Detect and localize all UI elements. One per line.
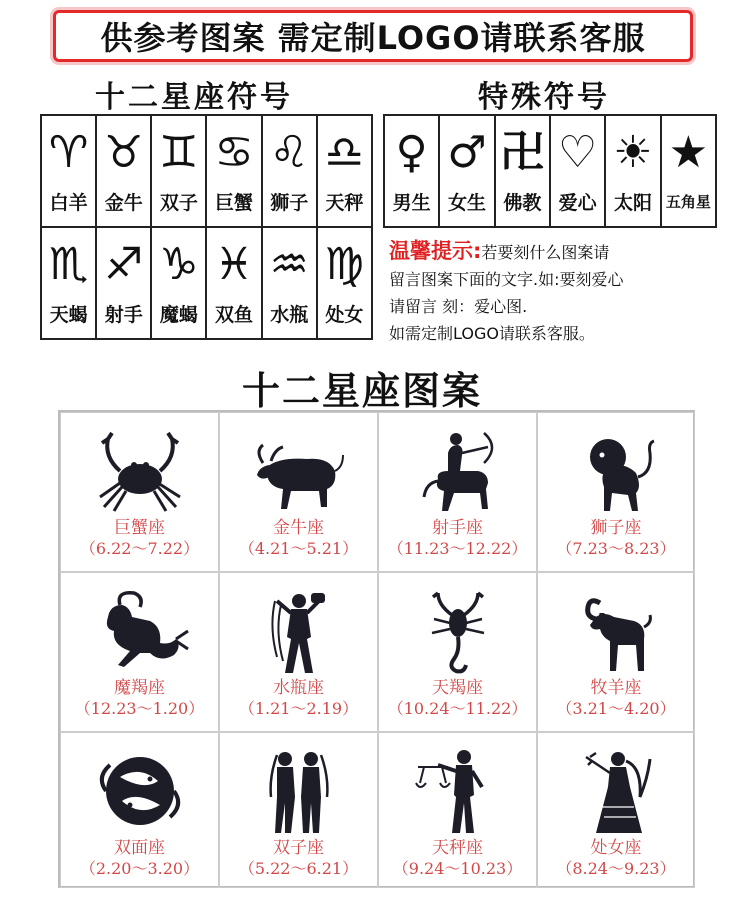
symbol-label: 太阳 — [613, 192, 652, 214]
pattern-dates: （11.23～12.22） — [387, 539, 528, 558]
pattern-cell-gemini[interactable] — [219, 732, 378, 888]
symbol-cell-gemini[interactable] — [151, 115, 206, 227]
custom-logo-banner — [53, 10, 693, 62]
symbol-cell-female[interactable] — [439, 115, 494, 227]
pisces-icon: ♓ — [214, 239, 254, 290]
pattern-dates: （2.20～3.20） — [79, 859, 200, 878]
symbol-label: 水瓶 — [270, 304, 309, 326]
crab-icon — [90, 427, 190, 515]
pattern-name: 牧羊座 — [590, 678, 642, 698]
symbol-cell-sagittarius[interactable] — [96, 227, 151, 339]
symbol-cell-buddhism[interactable] — [495, 115, 550, 227]
symbol-label: 白羊 — [49, 192, 88, 214]
symbol-cell-pisces[interactable] — [206, 227, 261, 339]
heart-icon: ♡ — [557, 127, 598, 178]
symbol-cell-sun[interactable] — [605, 115, 660, 227]
mars-icon: ♂ — [447, 127, 487, 178]
pattern-cell-capricorn[interactable] — [60, 572, 219, 732]
pattern-cell-leo[interactable] — [537, 412, 695, 572]
symbol-cell-capricorn[interactable] — [151, 227, 206, 339]
star-icon: ★ — [668, 127, 709, 178]
pattern-name: 天秤座 — [432, 838, 483, 858]
tip-line: 如需定制LOGO请联系客服。 — [389, 324, 595, 343]
symbol-cell-male[interactable] — [384, 115, 439, 227]
symbol-label: 魔蝎 — [159, 304, 198, 326]
special-symbols-heading: 特殊符号 — [478, 80, 610, 115]
symbol-label: 五角星 — [665, 193, 711, 211]
pattern-cell-scorpio[interactable] — [378, 572, 537, 732]
fish-pair-icon — [90, 747, 190, 835]
gemini-icon: ♊ — [159, 127, 199, 178]
symbol-cell-aquarius[interactable] — [262, 227, 317, 339]
pattern-dates: （3.21～4.20） — [556, 699, 676, 718]
pattern-dates: （10.24～11.22） — [387, 699, 528, 718]
banner-text: 供参考图案 需定制LOGO请联系客服 — [100, 19, 646, 57]
symbol-cell-taurus[interactable] — [96, 115, 151, 227]
pattern-cell-cancer[interactable] — [60, 412, 219, 572]
pattern-cell-taurus[interactable] — [219, 412, 378, 572]
sun-icon: ☀ — [613, 127, 653, 178]
special-symbol-grid — [383, 114, 717, 228]
symbol-label: 女生 — [447, 192, 486, 214]
twins-icon — [249, 747, 349, 835]
pattern-dates: （7.23～8.23） — [556, 539, 676, 558]
pattern-name: 魔羯座 — [114, 678, 165, 698]
pattern-name: 双子座 — [273, 838, 324, 858]
capricorn-icon: ♑ — [159, 239, 199, 290]
lion-icon — [566, 427, 666, 515]
pattern-dates: （6.22～7.22） — [79, 539, 200, 558]
pattern-dates: （5.22～6.21） — [238, 859, 359, 878]
pattern-dates: （4.21～5.21） — [238, 539, 359, 558]
pattern-cell-aries[interactable] — [537, 572, 695, 732]
symbol-label: 处女 — [325, 304, 364, 326]
leo-icon: ♌ — [269, 127, 309, 178]
symbol-label: 双鱼 — [215, 304, 254, 326]
symbol-cell-scorpio[interactable] — [41, 227, 96, 339]
pattern-cell-pisces[interactable] — [60, 732, 219, 888]
tip-line: 若要刻什么图案请 — [481, 243, 610, 262]
scorpio-icon: ♏ — [48, 239, 89, 290]
symbol-label: 爱心 — [558, 192, 597, 214]
sea-goat-icon — [90, 587, 190, 675]
pattern-dates: （8.24～9.23） — [556, 859, 676, 878]
symbol-label: 佛教 — [503, 192, 542, 214]
symbol-label: 男生 — [392, 192, 431, 214]
pattern-cell-libra[interactable] — [378, 732, 537, 888]
pattern-dates: （9.24～10.23） — [392, 859, 523, 878]
pattern-name: 水瓶座 — [273, 678, 324, 698]
symbol-label: 金牛 — [104, 192, 143, 214]
maiden-icon — [566, 747, 666, 835]
symbol-cell-cancer[interactable] — [206, 115, 261, 227]
sagittarius-icon: ♐ — [104, 239, 144, 290]
symbol-cell-star[interactable] — [661, 115, 716, 227]
tip-heading: 温馨提示: — [389, 239, 482, 263]
pattern-name: 天羯座 — [432, 678, 483, 698]
pattern-name: 射手座 — [432, 518, 483, 538]
pattern-cell-aquarius[interactable] — [219, 572, 378, 732]
symbol-label: 巨蟹 — [215, 192, 254, 214]
pattern-name: 巨蟹座 — [114, 518, 165, 538]
scales-figure-icon — [408, 747, 508, 835]
pattern-cell-sagittarius[interactable] — [378, 412, 537, 572]
pattern-dates: （12.23～1.20） — [74, 699, 205, 718]
bull-icon — [249, 427, 349, 515]
ram-icon — [566, 587, 666, 675]
centaur-archer-icon — [408, 427, 508, 515]
pattern-dates: （1.21～2.19） — [238, 699, 359, 718]
zodiac-patterns-heading: 十二星座图案 — [242, 369, 483, 413]
libra-icon: ♎ — [324, 127, 365, 178]
symbol-cell-libra[interactable] — [317, 115, 372, 227]
water-bearer-icon — [249, 587, 349, 675]
zodiac-symbol-grid — [40, 114, 373, 340]
virgo-icon: ♍ — [324, 239, 365, 290]
engraving-tip — [389, 238, 719, 347]
zodiac-symbols-heading: 十二星座符号 — [95, 80, 293, 115]
aquarius-icon: ♒ — [269, 239, 309, 290]
pattern-name: 金牛座 — [273, 518, 324, 538]
scorpion-icon — [408, 587, 508, 675]
pattern-cell-virgo[interactable] — [537, 732, 695, 888]
pattern-name: 双面座 — [114, 838, 165, 858]
aries-icon: ♈ — [48, 127, 89, 178]
tip-line: 留言图案下面的文字.如:要刻爱心 — [389, 270, 624, 289]
zodiac-pattern-panel — [58, 410, 695, 888]
symbol-label: 狮子 — [270, 192, 309, 214]
symbol-cell-virgo[interactable] — [317, 227, 372, 339]
symbol-label: 双子 — [159, 192, 198, 214]
buddhist-swastika-icon: 卍 — [500, 127, 545, 178]
symbol-cell-leo[interactable] — [262, 115, 317, 227]
venus-icon: ♀ — [395, 127, 428, 178]
tip-line: 请留言 刻：爱心图. — [389, 297, 528, 316]
symbol-label: 射手 — [104, 304, 143, 326]
symbol-cell-heart[interactable] — [550, 115, 605, 227]
symbol-cell-aries[interactable] — [41, 115, 96, 227]
symbol-label: 天秤 — [325, 192, 364, 214]
symbol-label: 天蝎 — [49, 304, 88, 326]
cancer-icon: ♋ — [214, 127, 254, 178]
pattern-name: 处女座 — [590, 838, 642, 858]
taurus-icon: ♉ — [104, 127, 144, 178]
pattern-name: 狮子座 — [590, 518, 642, 538]
